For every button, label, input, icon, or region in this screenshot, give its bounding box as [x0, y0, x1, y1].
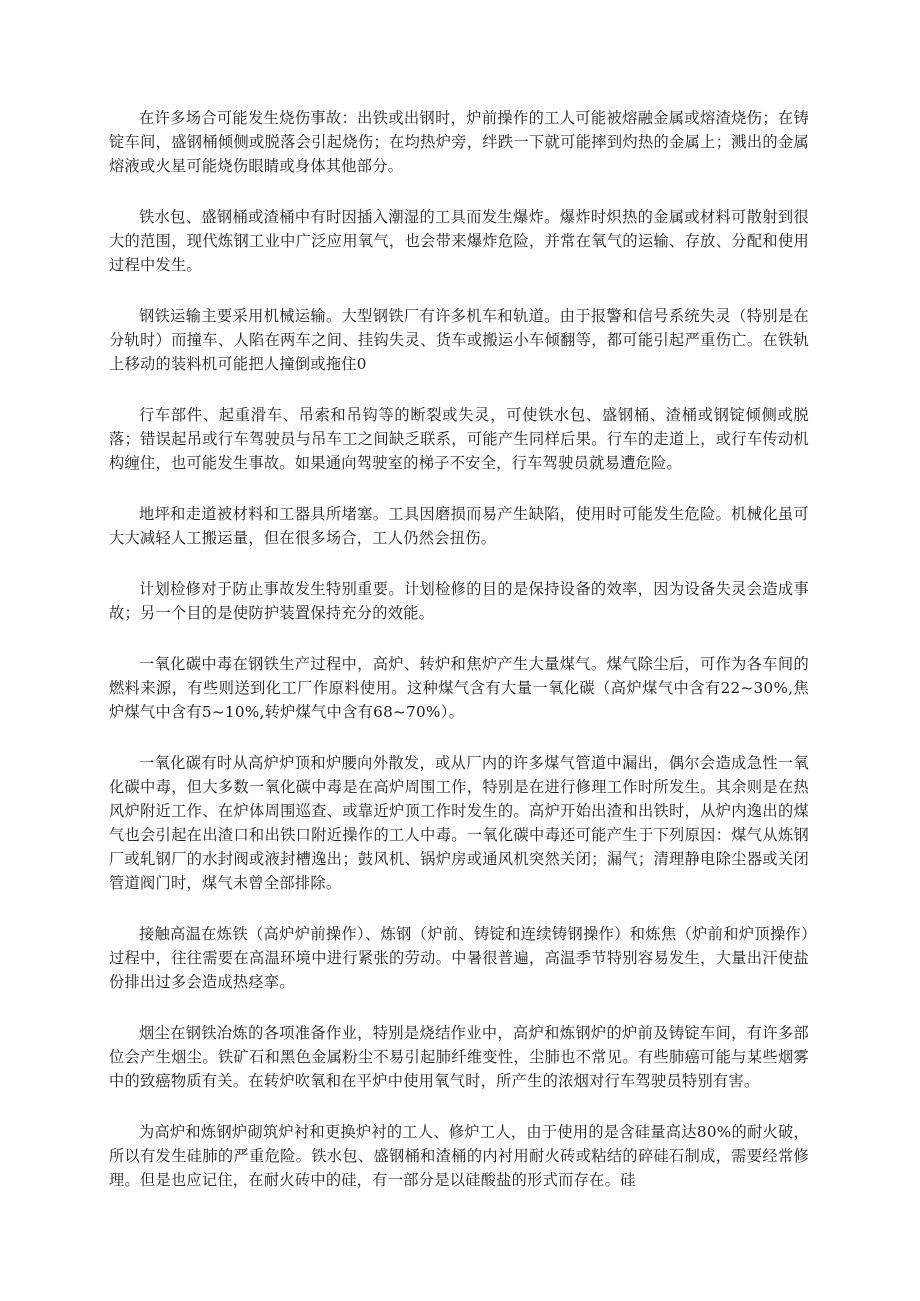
paragraph-planned-maintenance: 计划检修对于防止事故发生特别重要。计划检修的目的是保持设备的效率，因为设备失灵会造成事故；另一个目的是使防护装置保持充分的效能。 — [109, 580, 809, 622]
paragraph-high-temperature: 接触高温在炼铁（高炉炉前操作）、炼钢（炉前、铸锭和连续铸钢操作）和炼焦（炉前和炉顶操作）过程中，往往需要在高温环境中进行紧张的劳动。中暑很普遍，高温季节特别容易发生，大量出汗使盐份排出过多会造成热痉挛。 — [109, 925, 809, 991]
paragraph-burn-accidents: 在许多场合可能发生烧伤事故：出铁或出钢时，炉前操作的工人可能被熔融金属或熔渣烧伤；在铸锭车间，盛钢桶倾侧或脱落会引起烧伤；在均热炉旁，绊跌一下就可能摔到灼热的金属上；溅出的金属熔液或火星可能烧伤眼睛或身体其他部分。 — [109, 109, 809, 175]
paragraph-co-sources: 一氧化碳有时从高炉炉顶和炉腰向外散发，或从厂内的许多煤气管道中漏出，偶尔会造成急性一氧化碳中毒，但大多数一氧化碳中毒是在高炉周围工作，特别是在进行修理工作时所发生。其余则是在热风炉附近工作、在炉体周围巡查、或靠近炉顶工作时发生的。高炉开始出渣和出铁时，从炉内逸出的煤气也会引起在出渣口和出铁口附近操作的工人中毒。一氧化碳中毒还可能产生于下列原因：煤气从炼钢厂或轧钢厂的水封阀或液封槽逸出；鼓风机、锅炉房或通风机突然关闭；漏气；清理静电除尘器或关闭管道阀门时，煤气未曾全部排除。 — [109, 754, 809, 892]
paragraph-crane-accidents: 行车部件、起重滑车、吊索和吊钩等的断裂或失灵，可使铁水包、盛钢桶、渣桶或钢锭倾侧或脱落；错误起吊或行车驾驶员与吊车工之间缺乏联系，可能产生同样后果。行车的走道上，或行车传动机构缠住，也可能发生事故。如果通向驾驶室的梯子不安全，行车驾驶员就易遭危险。 — [109, 406, 809, 472]
paragraph-fumes-dust: 烟尘在钢铁冶炼的各项准备作业，特别是烧结作业中，高炉和炼钢炉的炉前及铸锭车间，有许多部位会产生烟尘。铁矿石和黑色金属粉尘不易引起肺纤维变性，尘肺也不常见。有些肺癌可能与某些烟雾中的致癌物质有关。在转炉吹氧和在平炉中使用氧气时，所产生的浓烟对行车驾驶员特别有害。 — [109, 1024, 809, 1090]
paragraph-co-poisoning: 一氧化碳中毒在钢铁生产过程中，高炉、转炉和焦炉产生大量煤气。煤气除尘后，可作为各车间的燃料来源，有些则送到化工厂作原料使用。这种煤气含有大量一氧化碳（高炉煤气中含有22~30%,焦炉煤气中含有5~10%,转炉煤气中含有68~70%）。 — [109, 655, 809, 721]
paragraph-rail-transport: 钢铁运输主要采用机械运输。大型钢铁厂有许多机车和轨道。由于报警和信号系统失灵（特别是在分轨时）而撞车、人陷在两车之间、挂钩失灵、货车或搬运小车倾翻等，都可能引起严重伤亡。在铁轨上移动的装料机可能把人撞倒或拖住0 — [109, 307, 809, 373]
document-page — [109, 106, 809, 1192]
paragraph-floor-walkways: 地坪和走道被材料和工器具所堵塞。工具因磨损而易产生缺陷，使用时可能发生危险。机械化虽可大大减轻人工搬运量，但在很多场合，工人仍然会扭伤。 — [109, 505, 809, 547]
paragraph-explosions: 铁水包、盛钢桶或渣桶中有时因插入潮湿的工具而发生爆炸。爆炸时炽热的金属或材料可散射到很大的范围，现代炼钢工业中广泛应用氧气，也会带来爆炸危险，并常在氧气的运输、存放、分配和使用过程中发生。 — [109, 208, 809, 274]
paragraph-silicosis: 为高炉和炼钢炉砌筑炉衬和更换炉衬的工人、修炉工人，由于使用的是含硅量高达80%的耐火破，所以有发生硅肺的严重危险。铁水包、盛钢桶和渣桶的内衬用耐火砖或粘结的碎硅石制成，需要经常修理。但是也应记住，在耐火砖中的硅，有一部分是以硅酸盐的形式而存在。硅 — [109, 1123, 809, 1189]
